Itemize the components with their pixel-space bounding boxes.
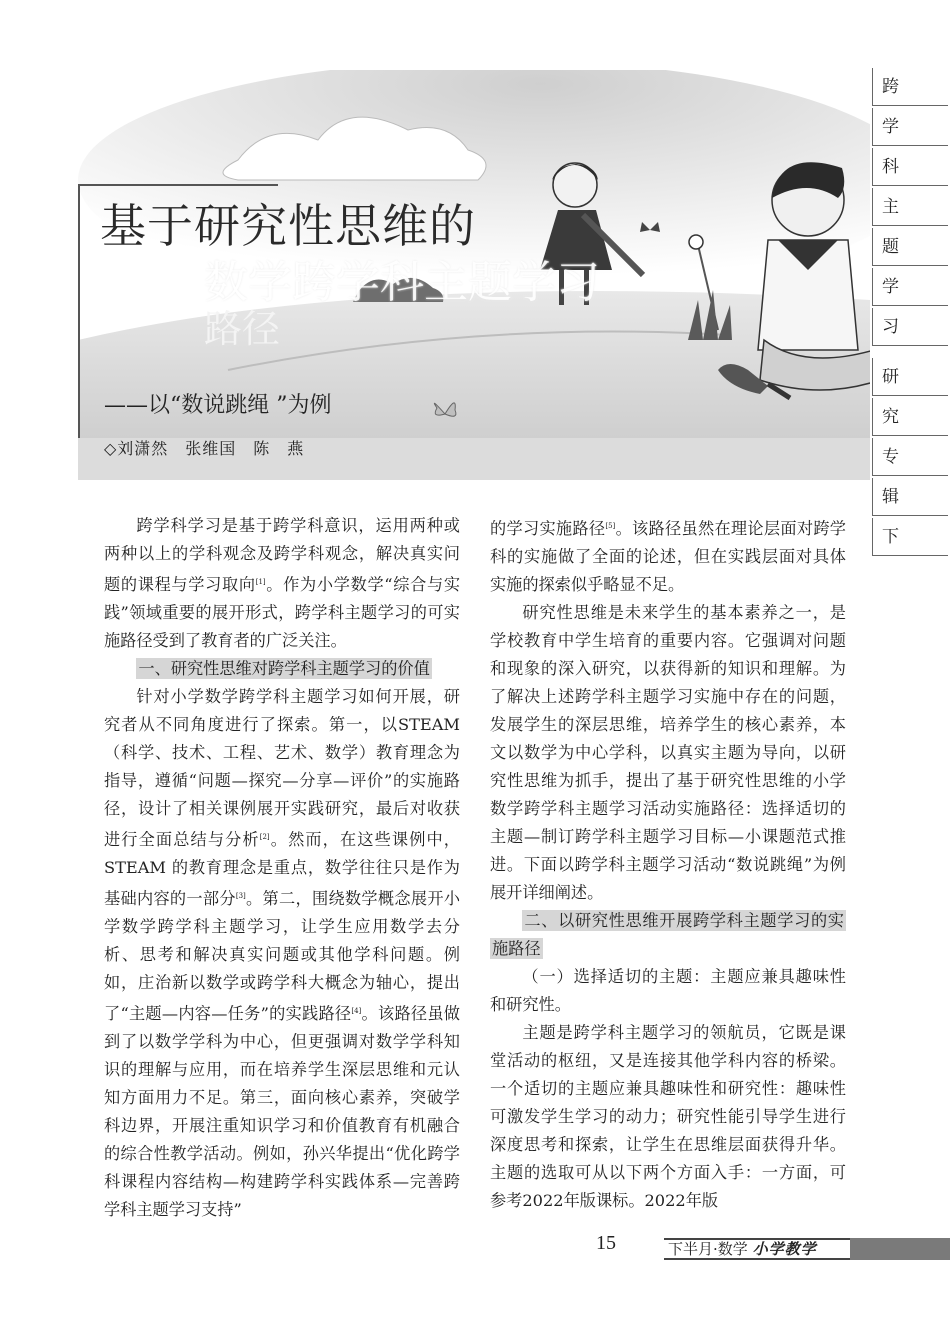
body-column-right [490,512,846,1215]
paragraph-text: 。作为小学数学“综合与实践”领域重要的展开形式，跨学科主题学习的可实施路径受到了教育者的广泛关注。 [104,575,461,650]
reference-marker: [5] [605,522,616,530]
magazine-logo: 小学教学 [752,1240,817,1258]
paragraph [104,683,460,1224]
column-tab [872,68,950,556]
tab-char: 学 [872,268,948,306]
article-title-line3: 路径 [204,307,281,351]
section-heading-2 [490,907,846,963]
paragraph-text: 跨学科学习是基于跨学科意识，运用两种或两种以上的学科观念及跨学科观念，解决真实问题的课程与学习取向 [104,516,460,594]
footer-journal-label [664,1238,850,1260]
tab-char: 主 [872,188,948,226]
tab-char: 下 [872,518,948,556]
tab-char: 专 [872,438,948,476]
paragraph: 研究性思维是未来学生的基本素养之一，是学校教育中学生培育的重要内容。它强调对问题和现象的深入研究，以获得新的知识和理解。为了解决上述跨学科主题学习实施中存在的问题，发展学生的深层思维，培养学生的核心素养，本文以数学为中心学科，以真实主题为导向，以研究性思维为抓手，提出了基于研究性思维的小学数学跨学科主题学习活动实施路径：选择适切的主题—制订跨学科主题学习目标—小课题范式推进。下面以跨学科主题学习活动“数说跳绳”为例展开详细阐述。 [490,603,846,902]
article-title-line1: 基于研究性思维的 [100,199,476,253]
tab-char: 研 [872,358,948,396]
section-heading-1 [104,655,460,683]
article-authors: ◇刘潇然 张维国 陈 燕 [104,439,305,458]
article-subtitle: ——以“数说跳绳 ”为例 [104,393,332,418]
title-frame-top [78,184,278,186]
reference-marker: [3] [235,892,246,900]
tab-char: 学 [872,108,948,146]
footer-issue: 下半月·数学 [668,1240,748,1258]
page-number: 15 [596,1232,616,1254]
paragraph [490,512,846,599]
paragraph-text: 针对小学数学跨学科主题学习如何开展，研究者从不同角度进行了探索。第一，以STEAM（科学、技术、工程、艺术、数学）教育理念为指导，遵循“问题—探究—分享—评价”的实施路径，设计了相关课例展开实践研究，最后对收获进行全面总结与分析 [104,687,460,849]
title-frame-left [78,184,80,438]
paragraph-text: 。该路径虽做到了以数学学科为中心，但更强调对数学学科知识的理解与应用，而在培养学生深层思维和元认知方面用力不足。第三，面向核心素养，突破学科边界，开展注重知识学习和价值教育有机融合的综合性教学活动。例如，孙兴华提出“优化跨学科课程内容结构—构建跨学科实践体系—完善跨学科主题学习支持” [104,1004,460,1219]
tab-char: 跨 [872,68,948,106]
reference-marker: [1] [255,578,266,586]
paragraph [104,512,460,655]
section-heading-text: 一、研究性思维对跨学科主题学习的价值 [138,659,430,678]
tab-char: 题 [872,228,948,266]
paragraph-text: 。第二，围绕数学概念展开小学数学跨学科主题学习，让学生应用数学去分析、思考和解决真实问题或其他学科问题。例如，庄治新以数学或跨学科大概念为轴心，提出了“主题—内容—任务”的实践路径 [104,889,461,1023]
article-title-line2: 数学跨学科主题学习 [204,257,600,308]
paragraph-text: 的学习实施路径 [490,519,606,538]
paragraph-text: 。然而，在这些课例中，STEAM 的教育理念是重点，数学往往只是作为基础内容的一部分 [104,830,460,908]
subsection-heading: （一）选择适切的主题：主题应兼具趣味性和研究性。 [490,967,846,1014]
tab-char: 习 [872,308,948,346]
tab-char: 究 [872,398,948,436]
tab-char: 科 [872,148,948,186]
paragraph-text: 。该路径虽然在理论层面对跨学科的实施做了全面的论述，但在实践层面对具体实施的探索似乎略显不足。 [490,519,846,594]
body-column-left [104,512,460,1224]
reference-marker: [4] [351,1007,362,1015]
section-heading-text: 二、以研究性思维开展跨学科主题学习的实施路径 [492,911,844,958]
tab-char: 辑 [872,478,948,516]
paragraph: 主题是跨学科主题学习的领航员，它既是课堂活动的枢纽，又是连接其他学科内容的桥梁。一个适切的主题应兼具趣味性和研究性：趣味性可激发学生学习的动力；研究性能引导学生进行深度思考和探索，让学生在思维层面获得升华。主题的选取可从以下两个方面入手：一方面，可参考2022年版课标。2022年版 [490,1023,846,1210]
reference-marker: [2] [259,833,270,841]
